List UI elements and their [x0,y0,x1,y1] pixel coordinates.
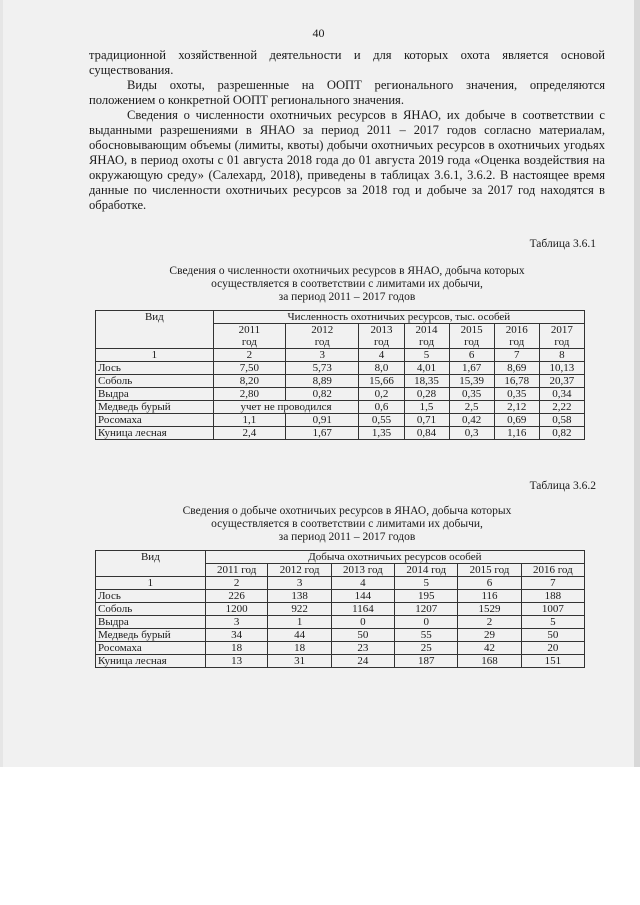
table2-harvest [95,550,585,668]
year-unit: год [509,336,525,348]
value-cell: 0,42 [449,414,494,427]
value-cell: 2,22 [539,401,584,414]
value-cell: 0,28 [404,388,449,401]
table1-title-line: осуществляется в соответствии с лимитами их добычи, [211,278,483,290]
column-number: 5 [395,577,458,590]
table-row [96,603,585,616]
value-cell: 0,82 [539,427,584,440]
value-cell: 34 [205,629,268,642]
year-header-cell [539,324,584,349]
column-number: 7 [494,349,539,362]
value-cell: 1164 [331,603,394,616]
body-text [89,48,605,213]
value-cell: 0,84 [404,427,449,440]
header-row [96,551,585,564]
paragraph: традиционной хозяйственной деятельности и для которых охота является основой существования. [89,48,605,77]
value-cell: 0,82 [286,388,359,401]
value-cell: 0,34 [539,388,584,401]
value-cell: 1207 [395,603,458,616]
year-header-cell: 2012 год [268,564,331,577]
year-header-cell [494,324,539,349]
year-header-cell [449,324,494,349]
value-cell: 1,35 [359,427,404,440]
species-header: Вид [96,311,214,349]
year-unit: год [241,336,257,348]
value-cell: 31 [268,655,331,668]
value-cell: 187 [395,655,458,668]
species-cell: Лось [96,590,206,603]
value-cell: 25 [395,642,458,655]
table-row [96,590,585,603]
species-cell: Выдра [96,616,206,629]
numbering-row [96,577,585,590]
column-number: 2 [213,349,285,362]
year-header-cell [286,324,359,349]
no-count-note: учет не проводился [213,401,359,414]
species-cell: Медведь бурый [96,629,206,642]
year-header-cell: 2011 год [205,564,268,577]
value-cell: 1,67 [286,427,359,440]
value-cell: 116 [458,590,521,603]
column-number: 7 [521,577,584,590]
table-row [96,427,585,440]
table-row [96,362,585,375]
value-cell: 18,35 [404,375,449,388]
year-number: 2012 [311,324,334,336]
year-header-cell: 2013 год [331,564,394,577]
column-number: 4 [359,349,404,362]
value-cell: 10,13 [539,362,584,375]
value-cell: 188 [521,590,584,603]
year-number: 2016 [505,324,528,336]
year-header-cell: 2016 год [521,564,584,577]
value-cell: 0 [331,616,394,629]
page-number: 40 [312,26,325,40]
value-cell: 5,73 [286,362,359,375]
column-number: 6 [458,577,521,590]
value-cell: 29 [458,629,521,642]
species-cell: Куница лесная [96,655,206,668]
year-number: 2015 [460,324,483,336]
value-cell: 0,69 [494,414,539,427]
value-cell: 0,35 [494,388,539,401]
value-cell: 168 [458,655,521,668]
value-cell: 1007 [521,603,584,616]
column-number: 6 [449,349,494,362]
value-cell: 8,69 [494,362,539,375]
column-number: 1 [96,349,214,362]
column-number: 1 [96,577,206,590]
value-cell: 0,6 [359,401,404,414]
value-cell: 8,0 [359,362,404,375]
column-number: 3 [286,349,359,362]
year-unit: год [419,336,435,348]
year-unit: год [554,336,570,348]
value-cell: 1 [268,616,331,629]
group-header: Численность охотничьих ресурсов, тыс. особей [213,311,584,324]
table2-title-line: осуществляется в соответствии с лимитами их добычи, [211,518,483,530]
column-number: 8 [539,349,584,362]
value-cell: 5 [521,616,584,629]
column-number: 4 [331,577,394,590]
species-cell: Росомаха [96,642,206,655]
column-number: 3 [268,577,331,590]
value-cell: 1529 [458,603,521,616]
value-cell: 18 [205,642,268,655]
group-header: Добыча охотничьих ресурсов особей [205,551,584,564]
value-cell: 16,78 [494,375,539,388]
table1-abundance [95,310,585,440]
table-row [96,629,585,642]
year-header-cell: 2014 год [395,564,458,577]
column-number: 2 [205,577,268,590]
value-cell: 20,37 [539,375,584,388]
year-header-cell: 2015 год [458,564,521,577]
table2-title-line: за период 2011 – 2017 годов [278,531,416,543]
numbering-row [96,349,585,362]
year-number: 2011 [238,324,261,336]
year-header-cell [359,324,404,349]
table1-label: Таблица 3.6.1 [529,238,596,250]
species-cell: Соболь [96,375,214,388]
value-cell: 3 [205,616,268,629]
year-number: 2013 [370,324,393,336]
value-cell: 13 [205,655,268,668]
year-header-cell [404,324,449,349]
table-row [96,642,585,655]
species-cell: Росомаха [96,414,214,427]
column-number: 5 [404,349,449,362]
table1-title [89,265,605,304]
value-cell: 226 [205,590,268,603]
table-row [96,388,585,401]
value-cell: 44 [268,629,331,642]
paragraph: Сведения о численности охотничьих ресурсов в ЯНАО, их добыче в соответствии с выданными разрешениями в ЯНАО за период 2011 – 2017 годов согласно материалам, обосновывающим объемы (лимиты, квоты) добычи охотничьих ресурсов в охотничьих угодьях ЯНАО, в период охоты с 01 августа 2018 года до 01 августа 2019 года «Оценка воздействия на окружающую среду» (Салехард, 2018), приведены в таблицах 3.6.1, 3.6.2. В настоящее время данные по численности охотничьих ресурсов за 2018 год и добыче за 2017 год находятся в обработке. [89,108,605,212]
value-cell: 0,91 [286,414,359,427]
value-cell: 922 [268,603,331,616]
value-cell: 0,58 [539,414,584,427]
year-unit: год [373,336,389,348]
year-number: 2017 [550,324,573,336]
value-cell: 2 [458,616,521,629]
value-cell: 50 [521,629,584,642]
value-cell: 23 [331,642,394,655]
table2-title [89,505,605,544]
value-cell: 2,12 [494,401,539,414]
year-unit: год [464,336,480,348]
table2-title-line: Сведения о добыче охотничьих ресурсов в ЯНАО, добыча которых [182,505,512,517]
table1-title-line: за период 2011 – 2017 годов [278,291,416,303]
table2-label: Таблица 3.6.2 [529,480,596,492]
value-cell: 2,5 [449,401,494,414]
value-cell: 0,2 [359,388,404,401]
species-cell: Выдра [96,388,214,401]
paragraph: Виды охоты, разрешенные на ООПТ регионального значения, определяются положением о конкретной ООПТ регионального значения. [89,78,605,107]
value-cell: 20 [521,642,584,655]
year-number: 2014 [415,324,438,336]
value-cell: 50 [331,629,394,642]
species-cell: Соболь [96,603,206,616]
value-cell: 1,5 [404,401,449,414]
value-cell: 8,20 [213,375,285,388]
value-cell: 15,66 [359,375,404,388]
value-cell: 144 [331,590,394,603]
value-cell: 18 [268,642,331,655]
value-cell: 2,4 [213,427,285,440]
table-row [96,414,585,427]
value-cell: 15,39 [449,375,494,388]
value-cell: 0,3 [449,427,494,440]
value-cell: 0,35 [449,388,494,401]
value-cell: 1,1 [213,414,285,427]
table-row [96,375,585,388]
value-cell: 8,89 [286,375,359,388]
value-cell: 2,80 [213,388,285,401]
table1-title-line: Сведения о численности охотничьих ресурсов в ЯНАО, добыча которых [169,265,525,277]
value-cell: 4,01 [404,362,449,375]
species-cell: Лось [96,362,214,375]
value-cell: 24 [331,655,394,668]
table-row [96,655,585,668]
species-cell: Медведь бурый [96,401,214,414]
value-cell: 0,55 [359,414,404,427]
table-row [96,401,585,414]
value-cell: 1200 [205,603,268,616]
value-cell: 7,50 [213,362,285,375]
value-cell: 1,16 [494,427,539,440]
value-cell: 151 [521,655,584,668]
header-row [96,311,585,324]
species-cell: Куница лесная [96,427,214,440]
species-header: Вид [96,551,206,577]
value-cell: 0 [395,616,458,629]
year-unit: год [314,336,330,348]
table-row [96,616,585,629]
year-header-cell [213,324,285,349]
value-cell: 195 [395,590,458,603]
value-cell: 138 [268,590,331,603]
value-cell: 0,71 [404,414,449,427]
value-cell: 55 [395,629,458,642]
value-cell: 42 [458,642,521,655]
value-cell: 1,67 [449,362,494,375]
